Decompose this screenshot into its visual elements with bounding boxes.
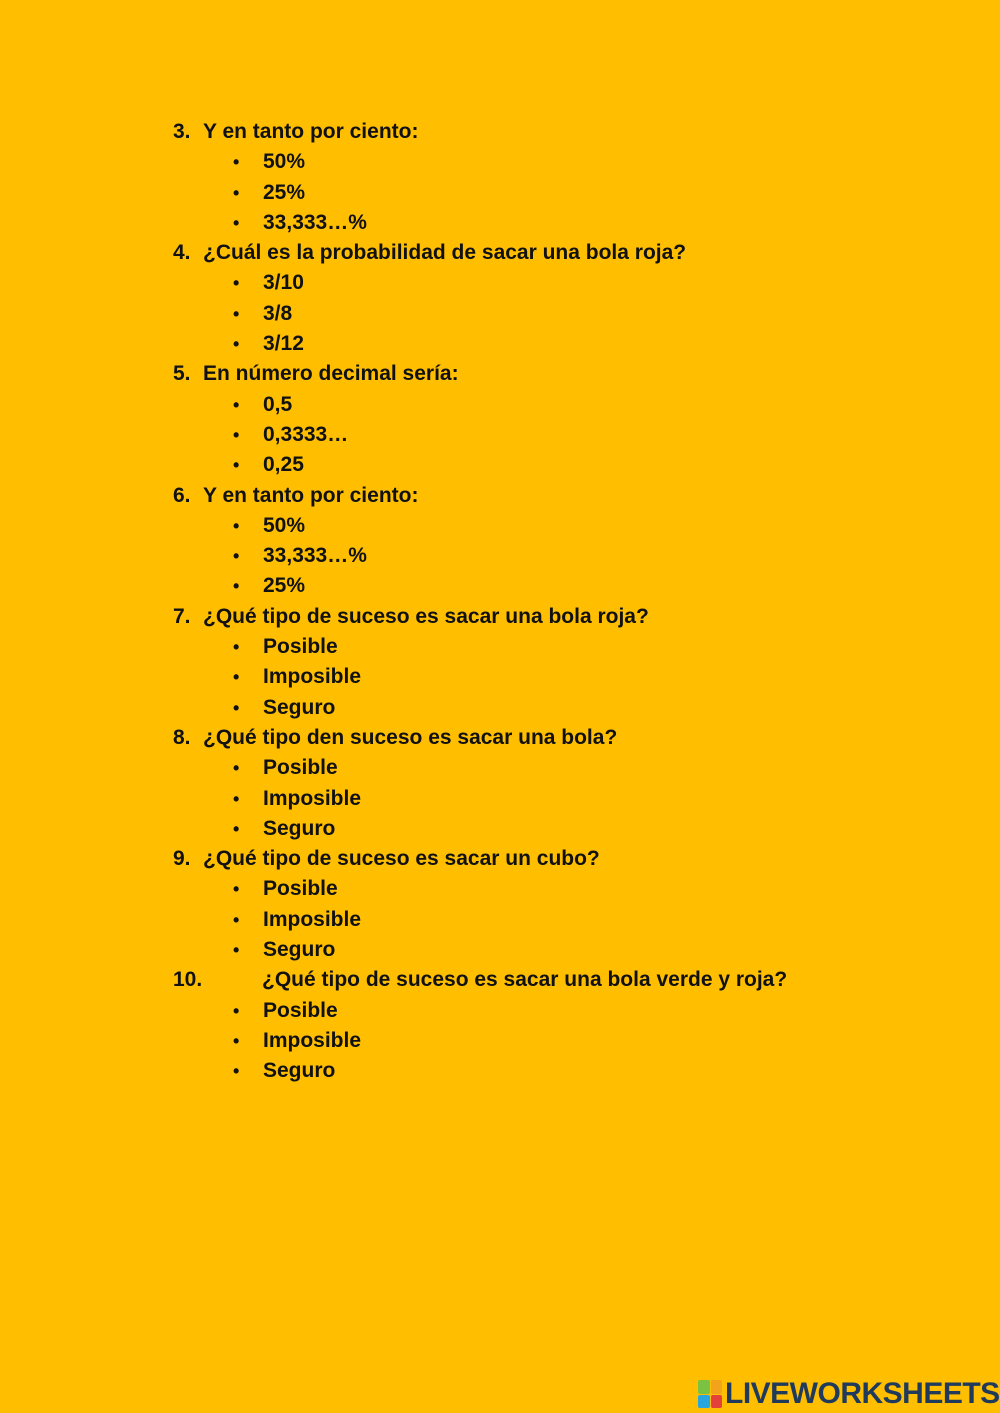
bullet-icon: • (233, 182, 240, 203)
option-text: 33,333…% (263, 544, 367, 568)
logo-mark-square (711, 1380, 723, 1394)
question-number: 7. (173, 604, 191, 628)
logo-mark-square (698, 1395, 710, 1409)
option-text: 3/12 (263, 332, 304, 356)
option-text: 50% (263, 150, 306, 174)
option-item[interactable] (0, 329, 1000, 359)
question-10 (0, 965, 1000, 995)
option-item[interactable] (0, 178, 1000, 208)
question-5 (0, 359, 1000, 389)
question-text: ¿Qué tipo de suceso es sacar un cubo? (203, 847, 600, 871)
bullet-icon: • (233, 273, 240, 294)
option-text: Imposible (263, 665, 362, 689)
question-9 (0, 844, 1000, 874)
option-item[interactable] (0, 905, 1000, 935)
question-3 (0, 117, 1000, 147)
option-item[interactable] (0, 996, 1000, 1026)
bullet-icon: • (233, 546, 240, 567)
option-item[interactable] (0, 511, 1000, 541)
option-item[interactable] (0, 935, 1000, 965)
option-item[interactable] (0, 693, 1000, 723)
bullet-icon: • (233, 637, 240, 658)
option-text: Imposible (263, 786, 362, 810)
logo-mark-square (698, 1380, 710, 1394)
option-text: Posible (263, 877, 338, 901)
bullet-icon: • (233, 940, 240, 961)
logo-text: LIVEWORKSHEETS (725, 1377, 1000, 1410)
option-item[interactable] (0, 390, 1000, 420)
option-item[interactable] (0, 1056, 1000, 1086)
liveworksheets-logo[interactable] (698, 1377, 1000, 1411)
question-number: 8. (173, 725, 191, 749)
bullet-icon: • (233, 1030, 240, 1051)
option-text: 3/10 (263, 271, 304, 295)
question-text: Y en tanto por ciento: (203, 120, 419, 143)
question-text: En número decimal sería: (203, 362, 459, 386)
question-number: 3. (173, 120, 191, 143)
option-text: Seguro (263, 695, 336, 719)
bullet-icon: • (233, 697, 240, 718)
option-text: Seguro (263, 938, 336, 962)
bullet-icon: • (233, 667, 240, 688)
option-item[interactable] (0, 874, 1000, 904)
option-item[interactable] (0, 420, 1000, 450)
bullet-icon: • (233, 212, 240, 233)
option-text: 25% (263, 574, 306, 598)
question-6 (0, 481, 1000, 511)
option-text: Posible (263, 635, 338, 659)
worksheet-content (0, 117, 1000, 1087)
bullet-icon: • (233, 394, 240, 415)
question-text: Y en tanto por ciento: (203, 483, 419, 507)
option-item[interactable] (0, 147, 1000, 177)
question-4 (0, 238, 1000, 268)
liveworksheets-logo-icon (698, 1380, 722, 1408)
bullet-icon: • (233, 909, 240, 930)
question-number: 5. (173, 362, 191, 386)
bullet-icon: • (233, 334, 240, 355)
option-item[interactable] (0, 632, 1000, 662)
option-text: 0,5 (263, 392, 293, 416)
bullet-icon: • (233, 152, 240, 173)
option-item[interactable] (0, 450, 1000, 480)
option-text: 50% (263, 513, 306, 537)
option-item[interactable] (0, 571, 1000, 601)
option-item[interactable] (0, 753, 1000, 783)
bullet-icon: • (233, 788, 240, 809)
option-text: 25% (263, 180, 306, 204)
question-text: ¿Qué tipo den suceso es sacar una bola? (203, 725, 618, 749)
logo-mark-square (711, 1395, 723, 1409)
option-item[interactable] (0, 299, 1000, 329)
option-item[interactable] (0, 784, 1000, 814)
bullet-icon: • (233, 424, 240, 445)
option-item[interactable] (0, 541, 1000, 571)
question-number: 6. (173, 483, 191, 507)
option-item[interactable] (0, 268, 1000, 298)
bullet-icon: • (233, 515, 240, 536)
question-8 (0, 723, 1000, 753)
option-text: Seguro (263, 816, 336, 840)
bullet-icon: • (233, 576, 240, 597)
bullet-icon: • (233, 818, 240, 839)
bullet-icon: • (233, 1061, 240, 1082)
option-item[interactable] (0, 662, 1000, 692)
question-7 (0, 602, 1000, 632)
question-text: ¿Qué tipo de suceso es sacar una bola verde y roja? (262, 968, 788, 992)
option-text: Imposible (263, 907, 362, 931)
option-text: Posible (263, 998, 338, 1022)
option-text: 33,333…% (263, 210, 367, 234)
bullet-icon: • (233, 758, 240, 779)
option-text: Seguro (263, 1059, 336, 1083)
option-item[interactable] (0, 208, 1000, 238)
question-text: ¿Cuál es la probabilidad de sacar una bola roja? (203, 241, 687, 265)
option-text: 0,25 (263, 453, 304, 477)
option-item[interactable] (0, 1026, 1000, 1056)
bullet-icon: • (233, 1000, 240, 1021)
bullet-icon: • (233, 455, 240, 476)
option-text: 0,3333… (263, 422, 349, 446)
bullet-icon: • (233, 879, 240, 900)
question-number: 10. (173, 968, 203, 992)
option-text: 3/8 (263, 301, 293, 325)
bullet-icon: • (233, 303, 240, 324)
question-number: 9. (173, 847, 191, 871)
option-item[interactable] (0, 814, 1000, 844)
question-text: ¿Qué tipo de suceso es sacar una bola roja? (203, 604, 649, 628)
option-text: Posible (263, 756, 338, 780)
question-number: 4. (173, 241, 191, 265)
option-text: Imposible (263, 1028, 362, 1052)
